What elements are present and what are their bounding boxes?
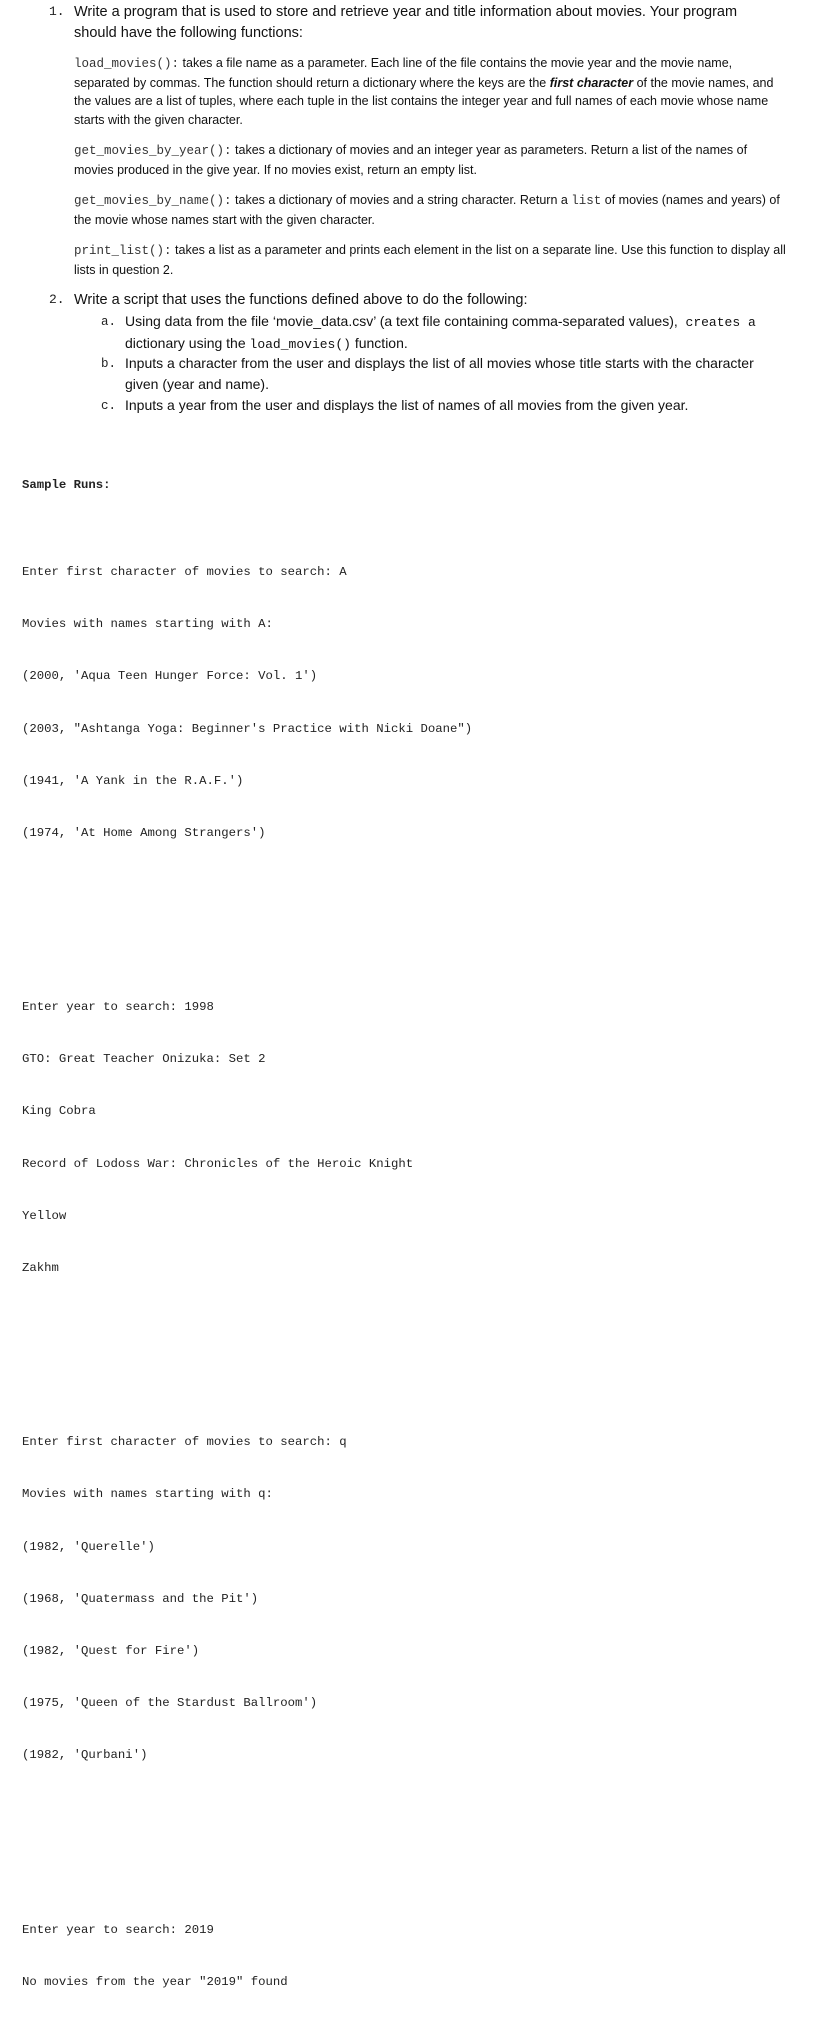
item-a-text: Using data from the file ‘movie_data.csv’ (a text file containing comma-separated values), creates a dictionary using the load_movies() function. xyxy=(125,313,756,352)
function-name: get_movies_by_name(): xyxy=(74,194,232,208)
sample-heading: Sample Runs: xyxy=(22,477,111,492)
item-b-letter: b. xyxy=(101,357,117,371)
function-name: load_movies(): xyxy=(74,57,180,71)
function-name: get_movies_by_year(): xyxy=(74,144,232,158)
item-c-text: Inputs a year from the user and displays the list of names of all movies from the given year. xyxy=(125,397,689,413)
question-2-number: 2. xyxy=(49,292,65,307)
function-load-movies: load_movies(): takes a file name as a parameter. Each line of the file contains the movie year and the movie name, separated by commas. The function should return a dictionary where the keys are the first character of the movie names, and the values are a list of tuples, where each tuple in the list contains the integer year and full names of each movie whose name starts with the given character. xyxy=(74,56,774,127)
run-3: Enter first character of movies to search: q Movies with names starting with q: (1982, 'Querelle') (1968, 'Quatermass and the Pit') (1982, 'Quest for Fire') (1975, 'Queen of the Stardust Ballroom') (1982, 'Qurbani') xyxy=(22,1435,347,1763)
function-name: print_list(): xyxy=(74,244,172,258)
item-a-letter: a. xyxy=(101,315,117,329)
run-2: Enter year to search: 1998 GTO: Great Teacher Onizuka: Set 2 King Cobra Record of Lodoss War: Chronicles of the Heroic Knight Yellow Zakhm xyxy=(22,1000,414,1276)
question-1-text: Write a program that is used to store and retrieve year and title information about movies. Your program should have the following functions: xyxy=(74,4,738,41)
function-get-movies-by-name: get_movies_by_name(): takes a dictionary of movies and a string character. Return a list of movies (names and years) of the movie whose names start with the given character. xyxy=(74,193,780,227)
function-get-movies-by-year: get_movies_by_year(): takes a dictionary of movies and an integer year as parameters. Return a list of the names of movies produced in the give year. If no movies exist, return an empty list. xyxy=(74,143,748,177)
question-2-text: Write a script that uses the functions defined above to do the following: xyxy=(74,292,528,308)
question-1-number: 1. xyxy=(49,4,65,19)
function-print-list: print_list(): takes a list as a parameter and prints each element in the list on a separate line. Use this function to display all lists in question 2. xyxy=(74,243,786,277)
run-1: Enter first character of movies to search: A Movies with names starting with A: (2000, 'Aqua Teen Hunger Force: Vol. 1') (2003, "Ashtanga Yoga: Beginner's Practice with Nicki Doane") (1941, 'A Yank in the R.A.F.') (1974, 'At Home Among Strangers') xyxy=(22,564,473,840)
item-b-text: Inputs a character from the user and displays the list of all movies whose title starts with the character given (year and name). xyxy=(125,355,754,392)
item-c-letter: c. xyxy=(101,399,117,413)
run-4: Enter year to search: 2019 No movies from the year "2019" found xyxy=(22,1922,288,1989)
sample-runs xyxy=(22,442,472,2043)
